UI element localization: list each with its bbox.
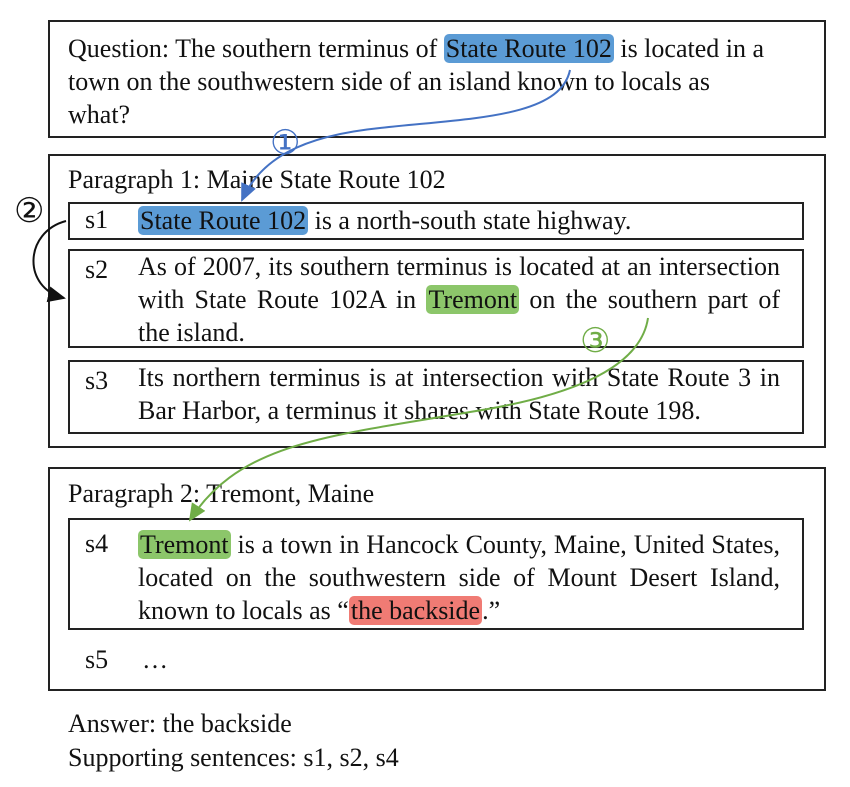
s4-suffix: .” xyxy=(482,596,501,625)
s4-middle: is a town in Hancock County, Maine, United States, located on the southwestern side of Mount Desert Island, known to locals as “ xyxy=(138,530,780,625)
s2-suffix: on the southern part of the island. xyxy=(138,285,780,347)
step-1-marker: ① xyxy=(270,123,301,163)
s1-rest: is a north-south state highway. xyxy=(308,206,632,235)
sentence-s4-label: s4 xyxy=(85,529,109,558)
sentence-s5-text: … xyxy=(142,645,168,674)
sentence-s2-text xyxy=(138,250,780,349)
step-3-marker: ③ xyxy=(580,321,611,361)
sentence-s3-label: s3 xyxy=(85,366,109,395)
question-entity-highlight: State Route 102 xyxy=(445,34,612,63)
sentence-s2-label: s2 xyxy=(85,255,109,284)
sentence-s5-label: s5 xyxy=(85,645,109,674)
sentence-s4-text xyxy=(138,528,780,627)
s1-entity-highlight: State Route 102 xyxy=(140,206,307,235)
supporting-sentences-line: Supporting sentences: s1, s2, s4 xyxy=(68,743,399,772)
question-prefix: Question: The southern terminus of xyxy=(68,34,444,63)
s2-bridge-highlight: Tremont xyxy=(428,285,518,314)
s2-prefix: As of 2007, its southern terminus is located at an intersection with State Route 102A in xyxy=(138,252,780,314)
sentence-s1-label: s1 xyxy=(85,205,109,234)
s4-bridge-highlight: Tremont xyxy=(140,530,229,559)
s4-answer-highlight: the backside xyxy=(350,596,481,625)
question-suffix: is located in a town on the southwestern side of an island known to locals as what? xyxy=(68,34,765,129)
paragraph-2-title: Paragraph 2: Tremont, Maine xyxy=(68,479,375,508)
paragraph-1-title: Paragraph 1: Maine State Route 102 xyxy=(68,165,446,194)
step-2-marker: ② xyxy=(14,191,45,231)
question-text xyxy=(68,32,778,131)
sentence-s3-text: Its northern terminus is at intersection with State Route 3 in Bar Harbor, a terminus it shares with State Route 198. xyxy=(138,363,780,425)
sentence-s1-text xyxy=(138,204,788,237)
answer-line: Answer: the backside xyxy=(68,709,292,738)
